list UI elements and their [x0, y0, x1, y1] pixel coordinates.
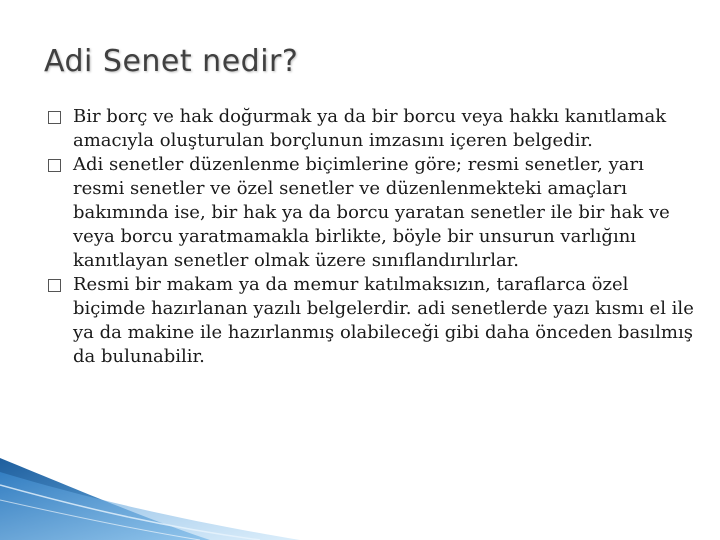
bullet-text: Adi senetler düzenlenme biçimlerine göre; resmi senetler, yarı resmi senetler ve özel senetler ve düzenlenmekteki amaçları bakımında ise, bir hak ya da borcu yaratan senetler ile bir hak ve veya borcu yaratmamakla birlikte, böyle bir unsurun varlığını kanıtlayan senetler olmak üzere sınıflandırılırlar.	[73, 154, 670, 271]
square-bullet-icon	[48, 111, 61, 124]
square-bullet-icon	[48, 159, 61, 172]
bullet-text: Resmi bir makam ya da memur katılmaksızın, taraflarca özel biçimde hazırlanan yazılı belgelerdir. adi senetlerde yazı kısmı el ile ya da makine ile hazırlanmış olabileceği gibi daha önceden basılmış da bulunabilir.	[73, 274, 694, 367]
bullet-item	[48, 273, 698, 369]
bullet-item	[48, 153, 698, 273]
blue-wave-decoration	[0, 440, 300, 540]
square-bullet-icon	[48, 279, 61, 292]
bullet-list	[48, 105, 698, 369]
slide-title: Adi Senet nedir?	[44, 44, 299, 79]
bullet-item	[48, 105, 698, 153]
bullet-text: Bir borç ve hak doğurmak ya da bir borcu veya hakkı kanıtlamak amacıyla oluşturulan borçlunun imzasını içeren belgedir.	[73, 106, 667, 151]
